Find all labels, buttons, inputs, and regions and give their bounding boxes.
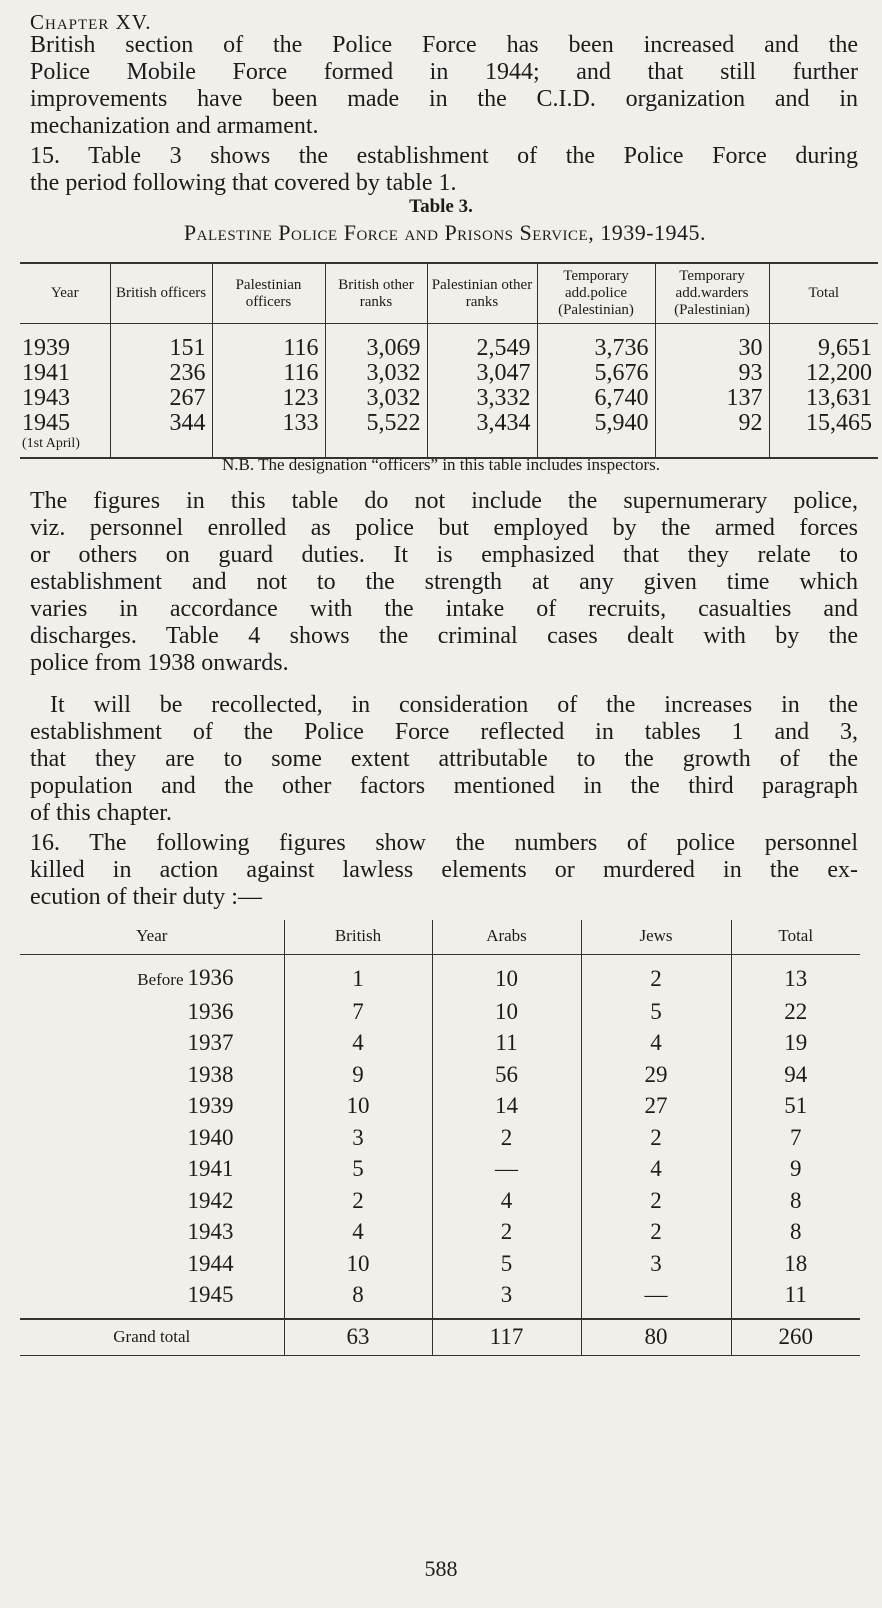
text-line: mechanization and armament. xyxy=(30,113,319,139)
table-cell: 22 xyxy=(731,996,860,1028)
column-header: British other ranks xyxy=(325,263,427,324)
table-cell: 1937 xyxy=(187,1030,234,1055)
table-cell: 12,200 xyxy=(769,361,878,386)
column-header: Palestinian officers xyxy=(212,263,325,324)
table-cell: — xyxy=(432,1153,581,1185)
table-cell: 3 xyxy=(432,1279,581,1319)
table-row xyxy=(20,955,860,996)
police-casualties-table xyxy=(20,920,860,1356)
table-row xyxy=(20,996,860,1028)
table-cell: 3,032 xyxy=(325,386,427,411)
total-cell: 117 xyxy=(432,1319,581,1356)
table-cell: 3,069 xyxy=(325,324,427,362)
text-line: The figures in this table do not include the supernumerary police, xyxy=(30,488,858,514)
text-line: discharges. Table 4 shows the criminal cases dealt with by the xyxy=(30,623,858,649)
table-row xyxy=(20,361,878,386)
table-cell: 344 xyxy=(110,411,212,436)
table-cell: 10 xyxy=(432,955,581,996)
table-cell: 133 xyxy=(212,411,325,436)
text-line: ecution of their duty :— xyxy=(30,884,262,910)
column-header: Palestinian other ranks xyxy=(427,263,537,324)
table-cell: 4 xyxy=(581,1153,731,1185)
table-cell: 236 xyxy=(110,361,212,386)
total-label: Grand total xyxy=(113,1326,191,1346)
table-cell: 19 xyxy=(731,1027,860,1059)
table-cell: 92 xyxy=(655,411,769,436)
table-cell: 2 xyxy=(581,955,731,996)
table-cell xyxy=(20,955,284,996)
text-line: viz. personnel enrolled as police but employed by the armed forces xyxy=(30,515,858,541)
table-cell: 1941 xyxy=(22,360,70,386)
table-cell: 29 xyxy=(581,1059,731,1091)
table-cell: 7 xyxy=(284,996,432,1028)
police-establishment-table xyxy=(20,262,878,459)
table-cell: 2 xyxy=(581,1216,731,1248)
text-line: that they are to some extent attributable to the growth of the xyxy=(30,746,858,772)
before-label: Before xyxy=(137,970,184,989)
table-cell: 5 xyxy=(581,996,731,1028)
table-cell: 56 xyxy=(432,1059,581,1091)
table-cell: 1941 xyxy=(187,1156,234,1181)
table-cell: 5,940 xyxy=(537,411,655,436)
table-cell: 13 xyxy=(731,955,860,996)
text-line: improvements have been made in the C.I.D. organization and in xyxy=(30,86,858,112)
text-line: Police Mobile Force formed in 1944; and that still further xyxy=(30,59,858,85)
table-row xyxy=(20,386,878,411)
table-cell: 93 xyxy=(655,361,769,386)
column-header: Total xyxy=(731,920,860,955)
table-cell: 11 xyxy=(432,1027,581,1059)
table-cell: 116 xyxy=(212,324,325,362)
text-line: of this chapter. xyxy=(30,800,172,826)
table-cell: 3 xyxy=(581,1248,731,1280)
table-cell: 9,651 xyxy=(769,324,878,362)
text-line: varies in accordance with the intake of recruits, casualties and xyxy=(30,596,858,622)
table-row xyxy=(20,1122,860,1154)
page-number: 588 xyxy=(424,1556,458,1581)
column-header: Jews xyxy=(581,920,731,955)
table-cell: 8 xyxy=(284,1279,432,1319)
table-cell: 4 xyxy=(581,1027,731,1059)
table-row xyxy=(20,1279,860,1319)
column-header: Total xyxy=(769,263,878,324)
column-header: Year xyxy=(20,920,284,955)
table-3-title: Table 3. xyxy=(409,196,473,217)
table-row xyxy=(20,1153,860,1185)
table-cell: 1939 xyxy=(22,335,70,361)
text-line: police from 1938 onwards. xyxy=(30,650,289,676)
table-cell: 10 xyxy=(284,1248,432,1280)
column-header: Temporary add.warders (Palestinian) xyxy=(655,263,769,324)
table-cell: 3,434 xyxy=(427,411,537,436)
table-cell: — xyxy=(581,1279,731,1319)
table-cell: 123 xyxy=(212,386,325,411)
row-note: (1st April) xyxy=(22,436,80,451)
chapter-header: Chapter XV. xyxy=(30,10,152,34)
table-cell: 6,740 xyxy=(537,386,655,411)
table-row xyxy=(20,411,878,436)
table-row xyxy=(20,1216,860,1248)
table-cell: 7 xyxy=(731,1122,860,1154)
column-header: British officers xyxy=(110,263,212,324)
table-cell: 151 xyxy=(110,324,212,362)
table-cell: 2 xyxy=(432,1122,581,1154)
grand-total-row xyxy=(20,1319,860,1356)
column-header: Year xyxy=(20,263,110,324)
table-cell: 10 xyxy=(284,1090,432,1122)
table-cell: 9 xyxy=(731,1153,860,1185)
table-cell: 5,522 xyxy=(325,411,427,436)
column-header: British xyxy=(284,920,432,955)
table-3-subtitle: Palestine Police Force and Prisons Service, 1939-1945. xyxy=(183,220,707,245)
table-cell: 1945 xyxy=(22,410,70,436)
table-cell: 1 xyxy=(284,955,432,996)
table-cell: 94 xyxy=(731,1059,860,1091)
year: 1936 xyxy=(187,965,234,990)
table-cell: 3,047 xyxy=(427,361,537,386)
text-line: It will be recollected, in consideration of the increases in the xyxy=(50,692,858,718)
column-header: Arabs xyxy=(432,920,581,955)
table-cell: 11 xyxy=(731,1279,860,1319)
table-cell: 5 xyxy=(432,1248,581,1280)
table-cell: 8 xyxy=(731,1216,860,1248)
table-cell: 3 xyxy=(284,1122,432,1154)
text-line: British section of the Police Force has been increased and the xyxy=(30,32,858,58)
table-cell: 2 xyxy=(284,1185,432,1217)
table-cell: 3,032 xyxy=(325,361,427,386)
text-line: the period following that covered by table 1. xyxy=(30,170,457,196)
table-row xyxy=(20,324,878,362)
table-cell: 2 xyxy=(432,1216,581,1248)
table-cell: 1940 xyxy=(187,1124,234,1150)
table-cell: 116 xyxy=(212,361,325,386)
table-cell: 51 xyxy=(731,1090,860,1122)
table-cell: 8 xyxy=(731,1185,860,1217)
table-cell: 4 xyxy=(432,1185,581,1217)
text-line: 16. The following figures show the numbers of police personnel xyxy=(30,830,858,856)
table-cell: 1942 xyxy=(187,1187,234,1213)
text-line: establishment of the Police Force reflected in tables 1 and 3, xyxy=(30,719,858,745)
table-cell: 13,631 xyxy=(769,386,878,411)
table-cell: 2 xyxy=(581,1185,731,1217)
total-cell: 63 xyxy=(284,1319,432,1356)
table-cell: 5 xyxy=(284,1153,432,1185)
table-cell: 1944 xyxy=(187,1250,234,1276)
table-cell: 3,332 xyxy=(427,386,537,411)
table-row xyxy=(20,1059,860,1091)
table-row xyxy=(20,1185,860,1217)
table-cell: 14 xyxy=(432,1090,581,1122)
table-cell: 30 xyxy=(655,324,769,362)
table-cell: 4 xyxy=(284,1027,432,1059)
text-line: 15. Table 3 shows the establishment of the Police Force during xyxy=(30,143,858,169)
total-cell: 80 xyxy=(581,1319,731,1356)
table-cell: 3,736 xyxy=(537,324,655,362)
table-row xyxy=(20,1027,860,1059)
table-cell: 9 xyxy=(284,1059,432,1091)
table-cell: 4 xyxy=(284,1216,432,1248)
table-row xyxy=(20,1090,860,1122)
text-line: killed in action against lawless elements or murdered in the ex- xyxy=(30,857,858,883)
table-cell: 1936 xyxy=(187,998,234,1024)
table-cell: 2 xyxy=(581,1122,731,1154)
table-3-note: N.B. The designation “officers” in this table includes inspectors. xyxy=(222,455,660,474)
total-cell: 260 xyxy=(731,1319,860,1356)
table-cell: 1945 xyxy=(187,1282,234,1307)
table-cell: 18 xyxy=(731,1248,860,1280)
table-cell: 1938 xyxy=(187,1061,234,1087)
table-cell: 1943 xyxy=(187,1219,234,1244)
column-header: Temporary add.police (Palestinian) xyxy=(537,263,655,324)
table-cell: 15,465 xyxy=(769,411,878,436)
table-cell: 1939 xyxy=(187,1093,234,1118)
text-line: population and the other factors mentioned in the third paragraph xyxy=(30,773,858,799)
table-row xyxy=(20,1248,860,1280)
table-cell: 27 xyxy=(581,1090,731,1122)
table-cell: 267 xyxy=(110,386,212,411)
table-cell: 10 xyxy=(432,996,581,1028)
table-cell: 137 xyxy=(655,386,769,411)
text-line: or others on guard duties. It is emphasized that they relate to xyxy=(30,542,858,568)
text-line: establishment and not to the strength at any given time which xyxy=(30,569,858,595)
table-cell: 5,676 xyxy=(537,361,655,386)
table-cell: 1943 xyxy=(22,385,70,411)
table-cell: 2,549 xyxy=(427,324,537,362)
